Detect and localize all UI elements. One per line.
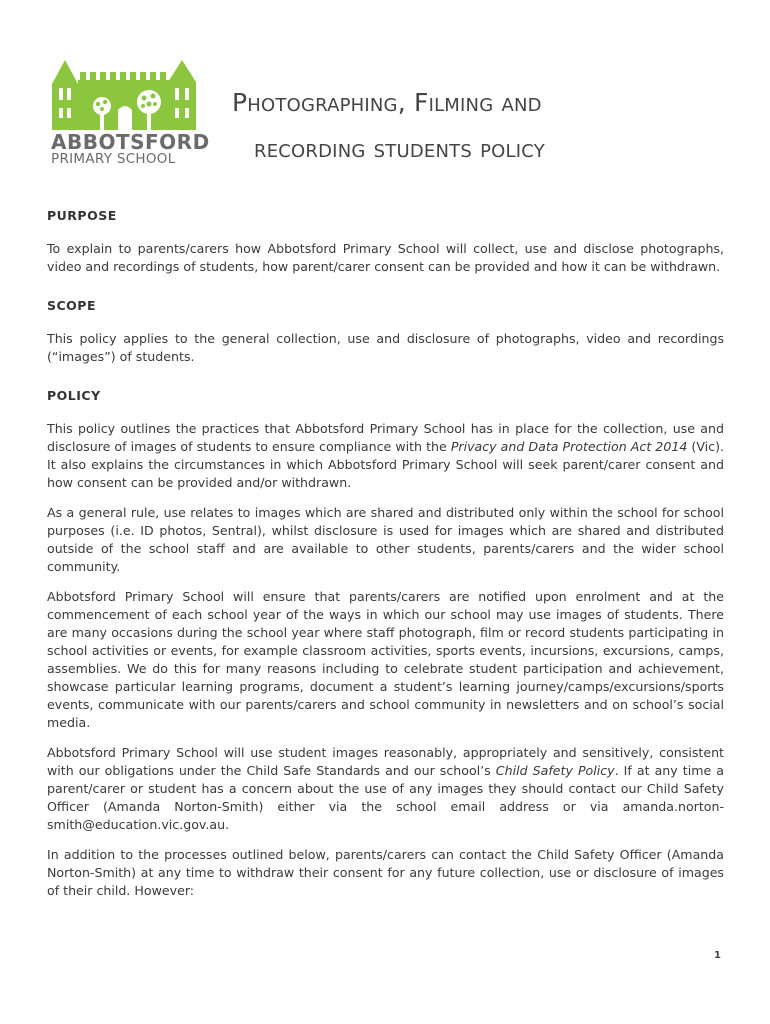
title-line-1: Photographing, Filming and (232, 88, 542, 117)
policy-heading: POLICY (47, 388, 101, 403)
act-title: Privacy and Data Protection Act 2014 (450, 439, 688, 454)
scope-heading: SCOPE (47, 298, 97, 313)
child-safety-policy-title: Child Safety Policy (495, 763, 615, 778)
purpose-heading: PURPOSE (47, 208, 117, 223)
logo-school-type: PRIMARY SCHOOL (51, 151, 176, 167)
scope-text: This policy applies to the general collection, use and disclosure of photographs, video and recordings (“images”) of students. (47, 331, 724, 364)
policy-p4-part-b: . If at any time a parent/carer or student has a concern about the use of any images they should contact our Child Safety Officer (Amanda Norton-Smith) either via the school email address or via amanda.norton-smith@education.vic.gov.au. (47, 763, 724, 832)
policy-p1-part-a: This policy outlines the practices that Abbotsford Primary School has in place for the collection, use and disclosure of images of students to ensure compliance with the (47, 421, 724, 454)
policy-paragraph-2: As a general rule, use relates to images which are shared and distributed only within the school for school purposes (i.e. ID photos, Sentral), whilst disclosure is used for images which are shared and distributed outside of the school staff and are available to other students, parents/carers and the wider school community. (47, 505, 724, 574)
policy-p4-part-a: Abbotsford Primary School will use student images reasonably, appropriately and sensitively, consistent with our obligations under the Child Safe Standards and our school’s (47, 745, 724, 778)
page-number: 1 (714, 950, 721, 961)
policy-paragraph-3: Abbotsford Primary School will ensure that parents/carers are notified upon enrolment and at the commencement of each school year of the ways in which our school may use images of students. There are many occasions during the school year where staff photograph, film or record students participating in school activities or events, for example classroom activities, sports events, incursions, excursions, camps, assemblies. We do this for many reasons including to celebrate student participation and achievement, showcase particular learning programs, document a student’s learning journey/camps/excursions/sports events, communicate with our parents/carers and school community in newsletters and on school’s social media. (47, 589, 724, 730)
policy-paragraph-1 (47, 420, 724, 492)
policy-p1-part-b: (Vic). It also explains the circumstances in which Abbotsford Primary School will seek parent/carer consent and how consent can be provided and/or withdrawn. (47, 439, 724, 490)
policy-paragraph-4 (47, 744, 724, 834)
policy-paragraph-5: In addition to the processes outlined below, parents/carers can contact the Child Safety Officer (Amanda Norton-Smith) at any time to withdraw their consent for any future collection, use or disclosure of images of their child. However: (47, 847, 724, 898)
page-title (232, 80, 732, 172)
document-body (47, 207, 724, 900)
logo-school-name: ABBOTSFORD (51, 130, 210, 154)
purpose-text: To explain to parents/carers how Abbotsford Primary School will collect, use and disclose photographs, video and recordings of students, how parent/carer consent can be provided and how it can be withdrawn. (47, 241, 724, 274)
title-line-2: recording students policy (254, 134, 545, 163)
